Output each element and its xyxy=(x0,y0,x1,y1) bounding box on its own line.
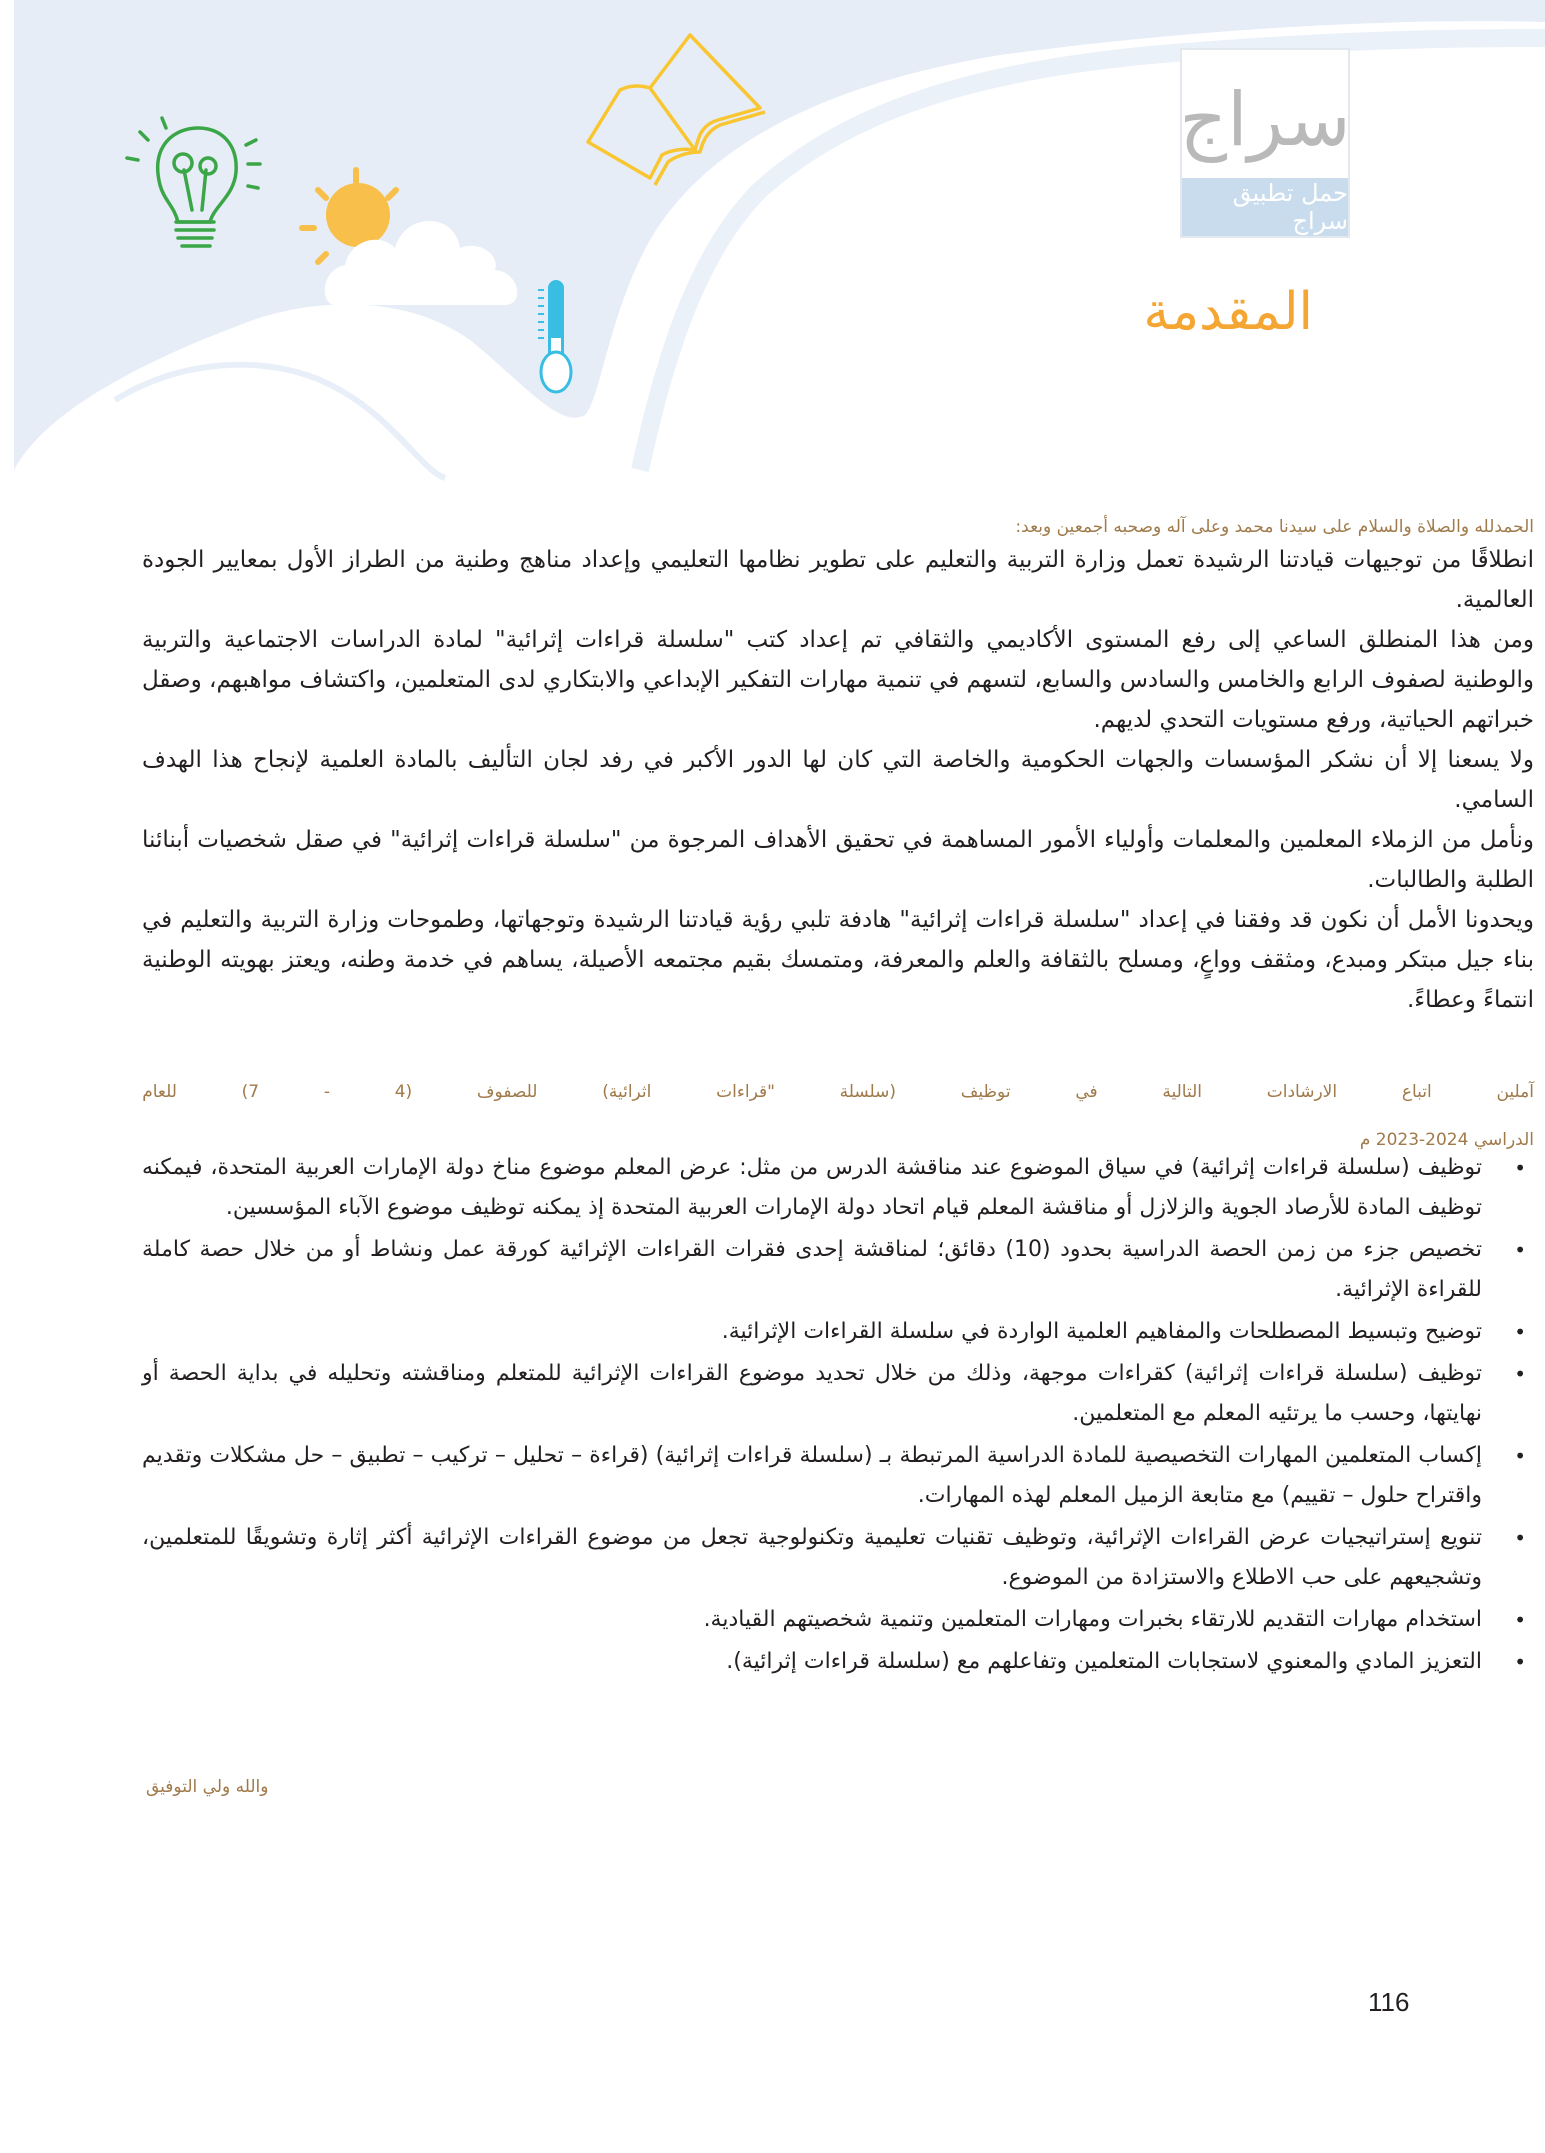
heading-word: "قراءات xyxy=(716,1082,775,1102)
guideline-item xyxy=(142,1600,1534,1640)
guideline-item xyxy=(142,1436,1534,1516)
guideline-text: تنويع إستراتيجيات عرض القراءات الإثرائية، وتوظيف تقنيات تعليمية وتكنولوجية تجعل من موضوع القراءات الإثرائية أكثر إثارة وتشويقًا للمتعلمين، وتشجيعهم على حب الاطلاع والاستزادة من الموضوع. xyxy=(142,1525,1482,1590)
bullet-icon: • xyxy=(1514,1650,1526,1674)
heading-word: اثرائية) xyxy=(602,1082,652,1102)
bullet-icon: • xyxy=(1514,1238,1526,1262)
guideline-text: إكساب المتعلمين المهارات التخصيصية للمادة الدراسية المرتبطة بـ (سلسلة قراءات إثرائية) (قراءة – تحليل – تركيب – تطبيق – حل مشكلات وتقديم واقتراح حلول – تقييم) مع متابعة الزميل المعلم لهذه المهارات. xyxy=(142,1443,1482,1508)
heading-word: الارشادات xyxy=(1266,1082,1338,1102)
intro-paragraph: انطلاقًا من توجيهات قيادتنا الرشيدة تعمل وزارة التربية والتعليم على تطوير نظامها التعليمي وإعداد مناهج وطنية من الطراز الأول بمعايير الجودة العالمية. xyxy=(142,547,1534,613)
logo-wordmark: سراج xyxy=(1179,77,1351,163)
guideline-item xyxy=(142,1230,1534,1310)
heading-word: للعام xyxy=(142,1082,177,1102)
guideline-item xyxy=(142,1148,1534,1228)
intro-paragraph: ويحدونا الأمل أن نكون قد وفقنا في إعداد "سلسلة قراءات إثرائية" هادفة تلبي رؤية قيادتنا الرشيدة وتوجهاتها، وطموحات وزارة التربية والتعليم في بناء جيل مبتكر ومبدع، ومثقف وواعٍ، ومسلح بالثقافة والعلم والمعرفة، ومتمسك بقيم مجتمعه الأصيلة، يساهم في خدمة وطنه، ويعتز بهويته الوطنية انتماءً وعطاءً. xyxy=(142,907,1534,1013)
logo-tagline: حمل تطبيق سراج xyxy=(1182,178,1348,236)
heading-word: اتباع xyxy=(1401,1082,1432,1102)
intro-paragraph: ونأمل من الزملاء المعلمين والمعلمات وأولياء الأمور المساهمة في تحقيق الأهداف المرجوة من "سلسلة قراءات إثرائية" في صقل شخصيات أبنائنا الطلبة والطالبات. xyxy=(142,827,1534,893)
bullet-icon: • xyxy=(1514,1526,1526,1550)
guideline-text: توظيف (سلسلة قراءات إثرائية) في سياق الموضوع عند مناقشة الدرس من مثل: عرض المعلم موضوع مناخ دولة الإمارات العربية المتحدة، فيمكنه توظيف المادة للأرصاد الجوية والزلازل أو مناقشة المعلم قيام اتحاد دولة الإمارات العربية المتحدة إذ يمكنه توظيف موضوع الآباء المؤسسين. xyxy=(142,1155,1482,1220)
heading-word: في xyxy=(1075,1082,1098,1102)
guideline-text: توظيف (سلسلة قراءات إثرائية) كقراءات موجهة، وذلك من خلال تحديد موضوع القراءات الإثرائية للمتعلم ومناقشته وتحليله في بداية الحصة أو نهايتها، وحسب ما يرتئيه المعلم مع المتعلمين. xyxy=(142,1361,1482,1426)
closing-line: والله ولي التوفيق xyxy=(146,1777,269,1797)
heading-word: (4 xyxy=(394,1082,413,1102)
guideline-item xyxy=(142,1642,1534,1682)
heading-word: للصفوف xyxy=(476,1082,538,1102)
bullet-icon: • xyxy=(1514,1362,1526,1386)
guideline-item xyxy=(142,1354,1534,1434)
page-number: 116 xyxy=(1368,1987,1410,2017)
heading-word: التالية xyxy=(1162,1082,1202,1102)
intro-paragraph: ومن هذا المنطلق الساعي إلى رفع المستوى الأكاديمي والثقافي تم إعداد كتب "سلسلة قراءات إثرائية" لمادة الدراسات الاجتماعية والتربية والوطنية لصفوف الرابع والخامس والسادس والسابع، لتسهم في تنمية مهارات التفكير الإبداعي والابتكاري لدى المتعلمين، واكتشاف مواهبهم، وصقل خبراتهم الحياتية، ورفع مستويات التحدي لديهم. xyxy=(142,627,1534,733)
guideline-item xyxy=(142,1312,1534,1352)
guidelines-list xyxy=(142,1148,1534,1684)
guideline-item xyxy=(142,1518,1534,1598)
heading-word: (سلسلة xyxy=(839,1082,897,1102)
guideline-text: استخدام مهارات التقديم للارتقاء بخبرات ومهارات المتعلمين وتنمية شخصيتهم القيادية. xyxy=(703,1607,1482,1632)
greeting-line: الحمدلله والصلاة والسلام على سيدنا محمد وعلى آله وصحبه أجمعين وبعد: xyxy=(1015,517,1534,537)
page-title: المقدمة xyxy=(1143,282,1313,342)
intro-paragraph: ولا يسعنا إلا أن نشكر المؤسسات والجهات الحكومية والخاصة التي كان لها الدور الأكبر في رفد لجان التأليف بالمادة العلمية لإنجاح هذا الهدف السامي. xyxy=(142,747,1534,813)
heading-word: - xyxy=(323,1082,330,1102)
heading-word: 7) xyxy=(241,1082,260,1102)
guidelines-heading-line2: الدراسي 2024-2023 م xyxy=(1359,1130,1534,1150)
heading-word: توظيف xyxy=(960,1082,1011,1102)
intro-section xyxy=(142,540,1534,1020)
siraj-logo xyxy=(1180,48,1350,238)
guidelines-heading-line1 xyxy=(142,1068,1534,1116)
guideline-text: توضيح وتبسيط المصطلحات والمفاهيم العلمية الواردة في سلسلة القراءات الإثرائية. xyxy=(721,1319,1482,1344)
heading-word: آملين xyxy=(1496,1082,1534,1102)
bullet-icon: • xyxy=(1514,1156,1526,1180)
bullet-icon: • xyxy=(1514,1608,1526,1632)
guideline-text: التعزيز المادي والمعنوي لاستجابات المتعلمين وتفاعلهم مع (سلسلة قراءات إثرائية). xyxy=(726,1649,1482,1674)
guideline-text: تخصيص جزء من زمن الحصة الدراسية بحدود (10) دقائق؛ لمناقشة إحدى فقرات القراءات الإثرائية كورقة عمل ونشاط أو من خلال حصة كاملة للقراءة الإثرائية. xyxy=(142,1237,1482,1302)
bullet-icon: • xyxy=(1514,1444,1526,1468)
bullet-icon: • xyxy=(1514,1320,1526,1344)
